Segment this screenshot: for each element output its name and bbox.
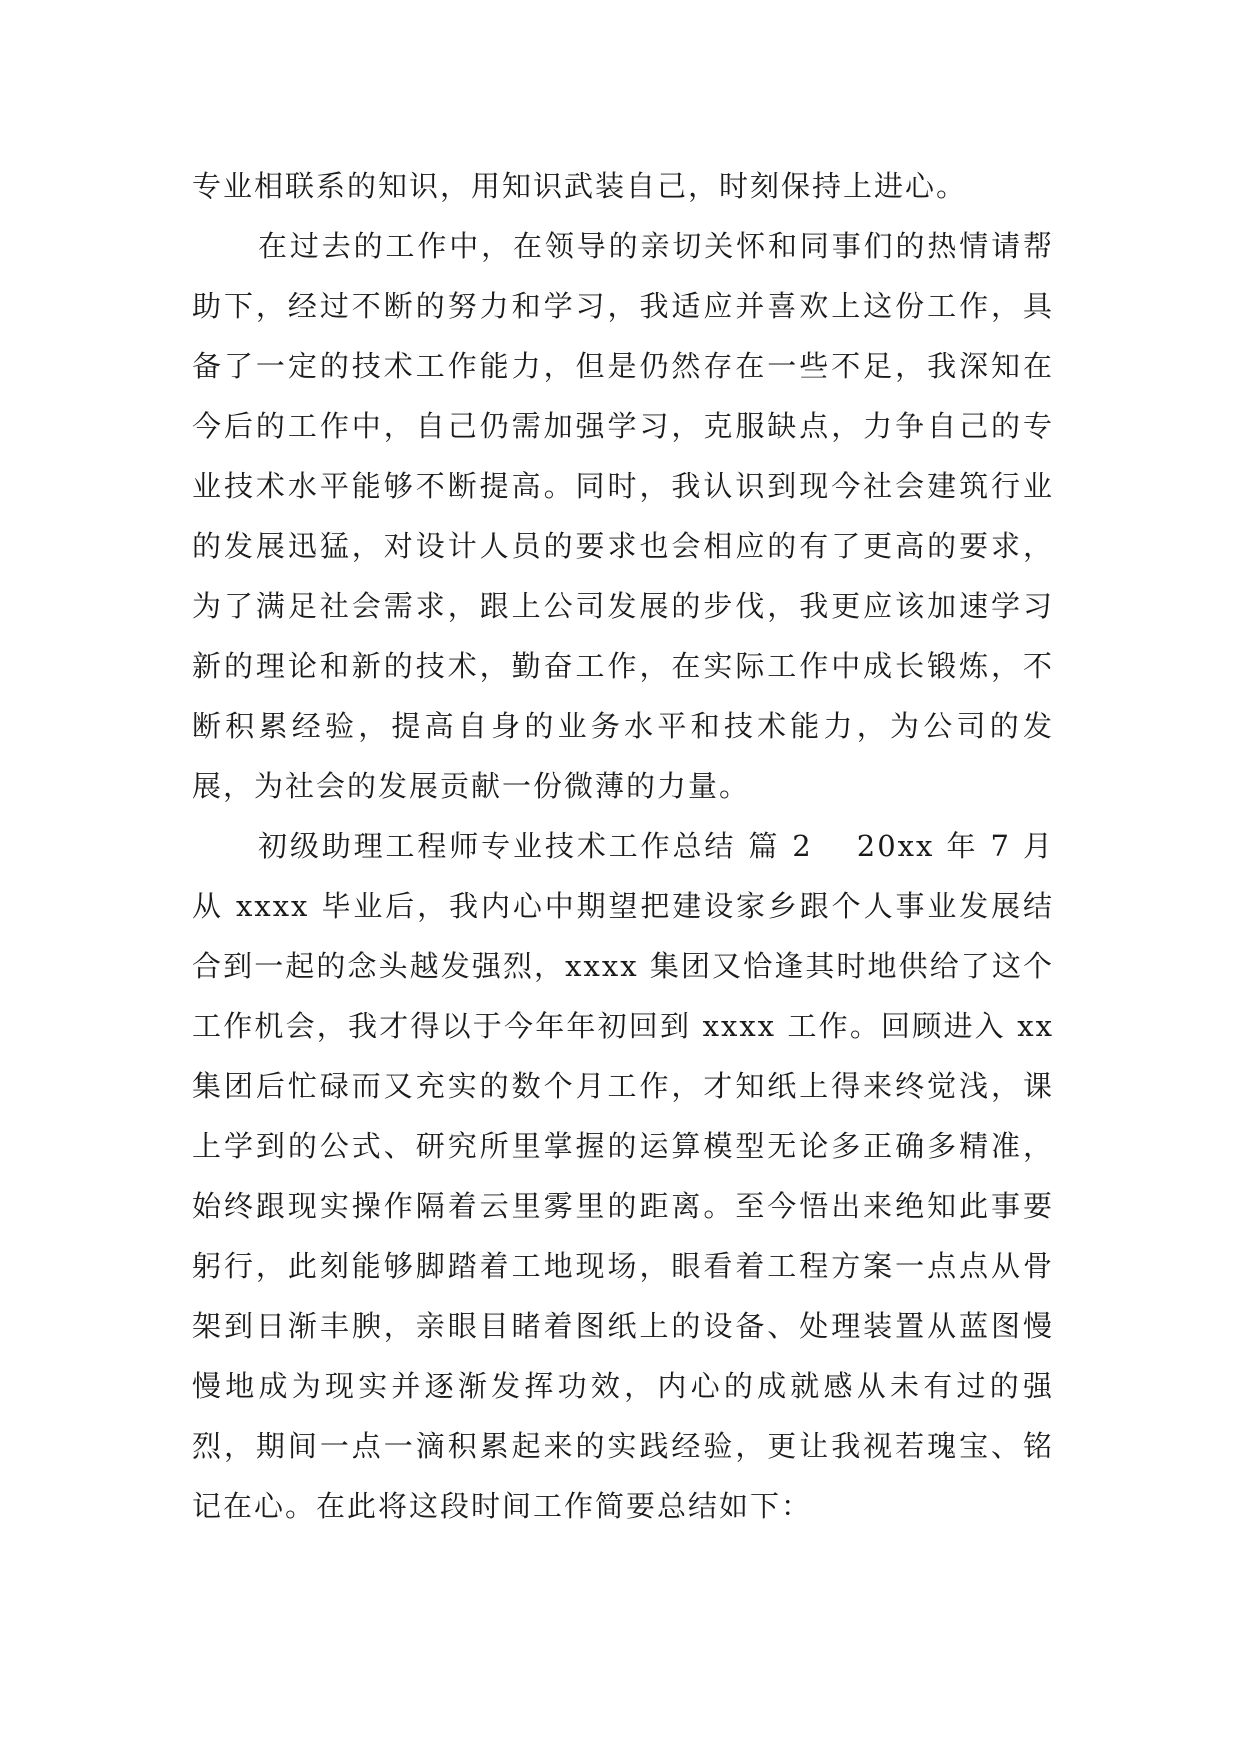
section-body: 20xx 年 7 月从 xxxx 毕业后，我内心中期望把建设家乡跟个人事业发展结合到一起的念头越发强烈，xxxx 集团又恰逢其时地供给了这个工作机会，我才得以于今年年初回到 xxxx 工作。回顾进入 xx 集团后忙碌而又充实的数个月工作，才知纸上得来终觉浅，课上学到的公式、研究所里掌握的运算模型无论多正确多精准，始终跟现实操作隔着云里雾里的距离。至今悟出来绝知此事要躬行，此刻能够脚踏着工地现场，眼看着工程方案一点点从骨架到日渐丰腴，亲眼目睹着图纸上的设备、处理装置从蓝图慢慢地成为现实并逐渐发挥功效，内心的成就感从未有过的强烈，期间一点一滴积累起来的实践经验，更让我视若瑰宝、铭记在心。在此将这段时间工作简要总结如下： [192, 829, 1055, 1523]
document-body [192, 156, 1054, 1536]
paragraph-section-2 [192, 816, 1054, 1536]
section-heading: 初级助理工程师专业技术工作总结 篇 2 [258, 829, 813, 863]
paragraph-continuation: 专业相联系的知识，用知识武装自己，时刻保持上进心。 [192, 169, 968, 203]
paragraph-work-reflection: 在过去的工作中，在领导的亲切关怀和同事们的热情请帮助下，经过不断的努力和学习，我适应并喜欢上这份工作，具备了一定的技术工作能力，但是仍然存在一些不足，我深知在今后的工作中，自己仍需加强学习，克服缺点，力争自己的专业技术水平能够不断提高。同时，我认识到现今社会建筑行业的发展迅猛，对设计人员的要求也会相应的有了更高的要求，为了满足社会需求，跟上公司发展的步伐，我更应该加速学习新的理论和新的技术，勤奋工作，在实际工作中成长锻炼，不断积累经验，提高自身的业务水平和技术能力，为公司的发展，为社会的发展贡献一份微薄的力量。 [192, 229, 1054, 803]
